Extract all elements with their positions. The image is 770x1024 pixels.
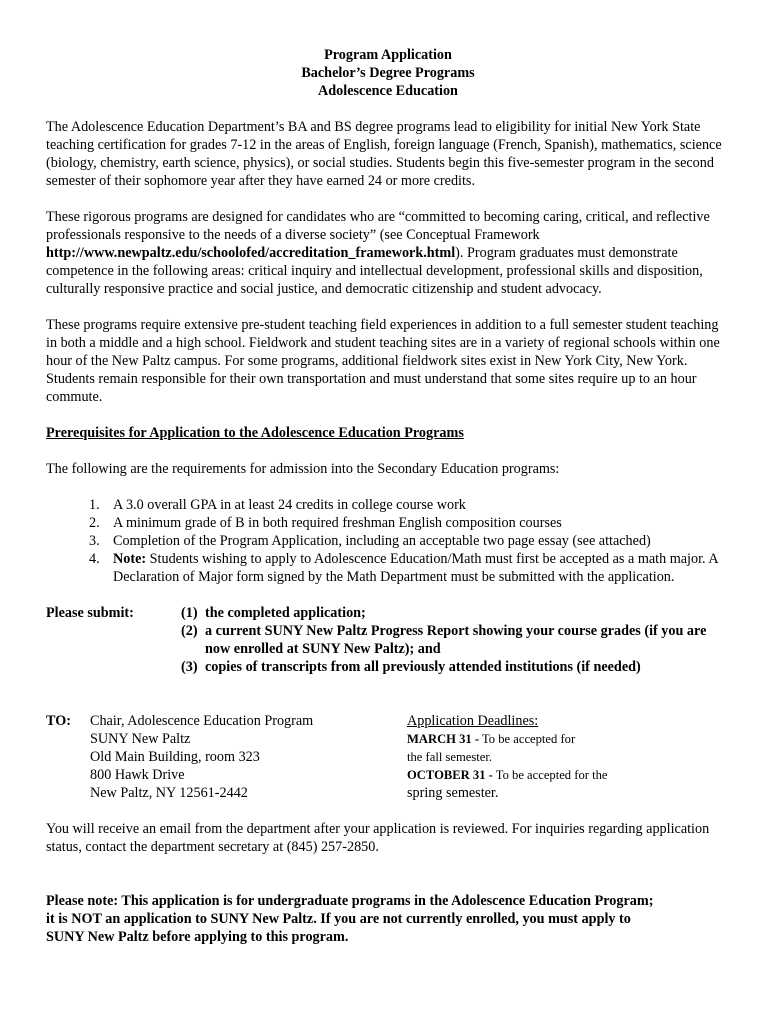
list-item-number: 4. (89, 551, 100, 567)
list-item-number: 1. (89, 497, 100, 513)
final-note (46, 892, 730, 946)
rigor-paragraph (46, 208, 730, 298)
october-deadline (407, 766, 730, 784)
title-program-application: Program Application (324, 47, 452, 63)
note-label: Note: (113, 551, 147, 567)
submit-item (181, 604, 730, 622)
submit-item-number: (3) (181, 659, 198, 675)
list-item-number: 3. (89, 533, 100, 549)
title-adolescence-education: Adolescence Education (318, 83, 458, 99)
list-item-text: Completion of the Program Application, including an acceptable two page essay (see attached) (113, 533, 651, 549)
document-page (46, 46, 730, 946)
mailing-address (90, 712, 407, 802)
march-deadline-text-cont: the fall semester. (407, 750, 492, 764)
deadlines-heading: Application Deadlines: (407, 713, 539, 729)
please-submit-section (46, 604, 730, 676)
list-item (46, 496, 730, 514)
address-line: New Paltz, NY 12561-2442 (90, 785, 248, 801)
address-line: Old Main Building, room 323 (90, 749, 260, 765)
list-item (46, 550, 730, 586)
submit-item (181, 622, 730, 658)
list-item (46, 514, 730, 532)
please-submit-label: Please submit: (46, 605, 134, 621)
rigor-text-before: These rigorous programs are designed for candidates who are “committed to becoming caring, critical, and reflective professionals responsive to the needs of a diverse society” (see Conceptual Framework (46, 209, 710, 243)
march-deadline-label: MARCH 31 - (407, 732, 480, 746)
october-deadline-text-cont: spring semester. (407, 785, 499, 801)
list-item-text: Students wishing to apply to Adolescence Education/Math must first be accepted as a math major. A Declaration of Major form signed by the Math Department must be submitted with the application. (113, 551, 718, 585)
list-item-text: A minimum grade of B in both required freshman English composition courses (113, 515, 562, 531)
intro-paragraph: The Adolescence Education Department’s BA and BS degree programs lead to eligibility for initial New York State teaching certification for grades 7-12 in the areas of English, foreign language (French, Spanish), mathematics, science (biology, chemistry, earth science, physics), or social studies. Students begin this five-semester program in the second semester of their sophomore year after they have earned 24 or more credits. (46, 119, 722, 189)
prerequisites-lead: The following are the requirements for admission into the Secondary Education programs: (46, 461, 560, 477)
submit-item-text: a current SUNY New Paltz Progress Report showing your course grades (if you are now enrolled at SUNY New Paltz); and (205, 623, 707, 657)
rigor-text-after: ). Program graduates must demonstrate competence in the following areas: critical inquiry and intellectual development, professional skills and disposition, culturally responsive practice and social justice, and democratic citizenship and student advocacy. (46, 245, 703, 297)
submit-items (181, 604, 730, 676)
submit-item-number: (1) (181, 605, 198, 621)
march-deadline (407, 730, 730, 748)
title-degree-programs: Bachelor’s Degree Programs (301, 65, 475, 81)
march-deadline-text: To be accepted for (479, 732, 576, 746)
requirements-list (46, 496, 730, 586)
list-item-number: 2. (89, 515, 100, 531)
address-line: Chair, Adolescence Education Program (90, 713, 314, 729)
submit-item-text: copies of transcripts from all previously attended institutions (if needed) (205, 659, 641, 675)
to-label: TO: (46, 713, 71, 729)
application-deadlines (407, 712, 730, 802)
final-note-line: SUNY New Paltz before applying to this program. (46, 929, 349, 945)
email-notice: You will receive an email from the department after your application is reviewed. For inquiries regarding application status, contact the department secretary at (845) 257-2850. (46, 821, 710, 855)
document-title-block (46, 46, 730, 100)
october-deadline-label: OCTOBER 31 - (407, 768, 493, 782)
final-note-line: Please note: This application is for undergraduate programs in the Adolescence Education Program; (46, 893, 654, 909)
submit-item (181, 658, 730, 676)
address-line: SUNY New Paltz (90, 731, 191, 747)
fieldwork-paragraph: These programs require extensive pre-student teaching field experiences in addition to a full semester student teaching in both a middle and a high school. Fieldwork and student teaching sites are in a variety of regional schools within one hour of the New Paltz campus. For some programs, additional fieldwork sites exist in New York City, New York. Students remain responsible for their own transportation and must understand that some sites require up to an hour commute. (46, 317, 720, 405)
submit-item-number: (2) (181, 623, 198, 639)
framework-link[interactable]: http://www.newpaltz.edu/schoolofed/accreditation_framework.html (46, 245, 456, 261)
october-deadline-text: To be accepted for the (492, 768, 608, 782)
prerequisites-heading: Prerequisites for Application to the Adolescence Education Programs (46, 425, 464, 441)
to-section (46, 712, 730, 802)
list-item-text: A 3.0 overall GPA in at least 24 credits in college course work (113, 497, 466, 513)
list-item (46, 532, 730, 550)
submit-item-text: the completed application; (205, 605, 366, 621)
address-line: 800 Hawk Drive (90, 767, 185, 783)
final-note-line: it is NOT an application to SUNY New Paltz. If you are not currently enrolled, you must apply to (46, 911, 631, 927)
